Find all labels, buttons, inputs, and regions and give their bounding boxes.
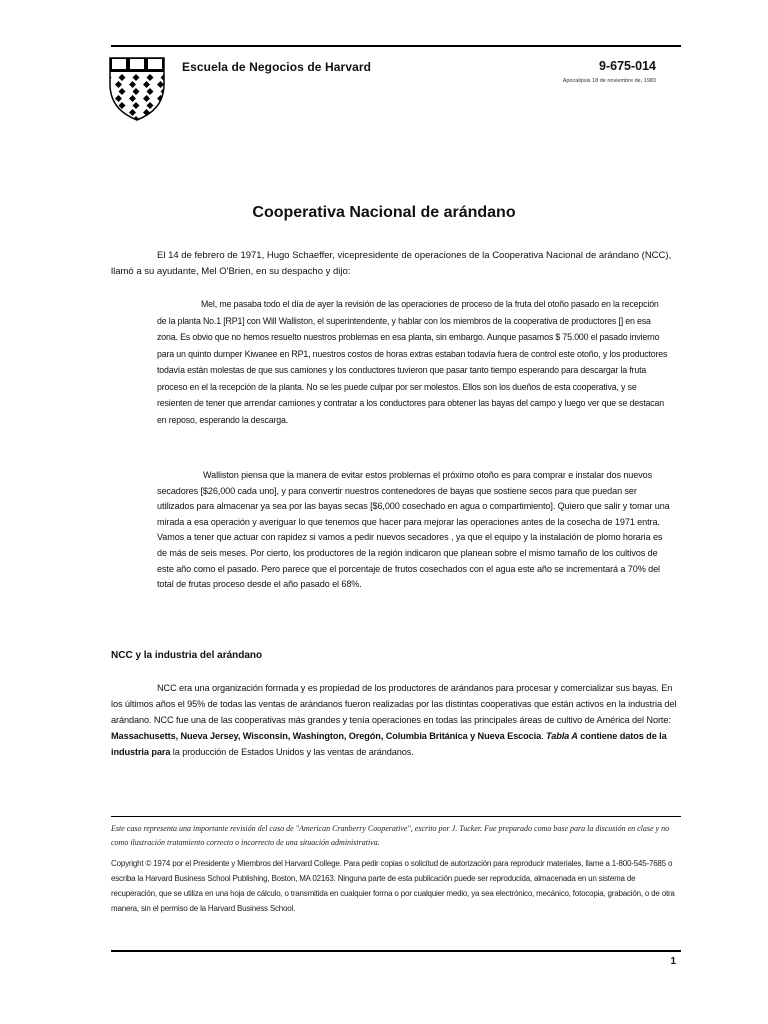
harvard-shield-logo [108,56,166,122]
body-paragraph [111,680,683,760]
body-text-1: NCC era una organización formada y es propiedad de los productores de arándanos para procesar y comercializar sus bayas. En los últimos años el 95% de todas las ventas de arándanos fueron realizadas por las distintas cooperativas que están activos en la industria del arándano. NCC fue una de las cooperativas más grandes y tenía operaciones en todas las principales áreas de cultivo de América del Norte: [111,683,677,725]
shield-lattice-diamond [147,116,154,122]
header-rule [111,45,681,47]
case-number: 9-675-014 [599,59,656,73]
revision-date: Apocalipsis 18 de noviembre de, 1983 [562,78,656,84]
footer-rule [111,950,681,952]
table-reference[interactable]: Tabla A [546,731,578,741]
shield-lattice-diamond [157,109,164,116]
quote-paragraph-2 [157,468,671,593]
page-number: 1 [670,956,676,967]
shield-lattice-diamond [161,116,167,122]
body-bold-regions: Massachusetts, Nueva Jersey, Wisconsin, Washington, Oregón, Columbia Británica y Nueva Escocia [111,731,542,741]
body-text-3: la producción de Estados Unidos y las ventas de arándanos. [170,747,414,757]
shield-lattice-diamond [108,102,112,109]
school-name: Escuela de Negocios de Harvard [182,60,372,74]
quote-paragraph [157,296,669,428]
shield-lattice-diamond [119,116,126,122]
intro-text: El 14 de febrero de 1971, Hugo Schaeffer, vicepresidente de operaciones de la Cooperativa Nacional de arándano (NCC), llamó a su ayudante, Mel O'Brien, en su despacho y dijo: [111,250,672,277]
footnote: Este caso representa una importante revisión del caso de "American Cranberry Cooperative", escrito por J. Tucker. Fue preparado como base para la discusión en clase y no como ilustración tratamiento correcto o incorrecto de una situación administrativa. [111,824,670,847]
copyright-notice: Copyright © 1974 por el Presidente y Miembros del Harvard College. Para pedir copias o solicitud de autorización para reproducir materiales, llame a 1-800-545-7685 o escriba la Harvard Business School Publishing, Boston, MA 02163. Ninguna parte de esta publicación puede ser reproducida, almacenada en un sistema de recuperación, que se utiliza en una hoja de cálculo, o transmitida en cualquier forma o por cualquier medio, ya sea electrónico, mecánico, fotocopia, grabación, o de otra manera, sin el permiso de la Harvard Business School. [111,859,675,913]
body-bold-tail: contiene datos de la industria para [111,731,667,757]
intro-paragraph [111,248,683,280]
body-text-2: . [541,731,547,741]
section-heading: NCC y la industria del arándano [111,650,263,661]
shield-lattice-diamond [108,116,112,122]
quote2-text: Walliston piensa que la manera de evitar estos problemas el próximo otoño es para comprar e instalar dos nuevos secadores [$26,000 cada uno], y para convertir nuestros contenedores de bayas que sostiene secos para que puedan ser utilizados para almacenar ya sea por las bayas secas [$6,000 cosechado en agua o compartimiento]. Quiero que salir y tomar una mirada a esa operación y averiguar lo que tenemos que hacer para mejorar las operaciones antes de la cosecha de 1971 entra. Vamos a tener que actuar con rapidez si vamos a pedir nuevos secadores , ya que el equipo y la instalación de plomo horaria es de más de seis meses. Por cierto, los productores de la región indicaron que planean sobre el mismo tamaño de los cultivos de este año como el pasado. Pero parece que el porcentaje de frutos cosechados con el agua este año se incrementará a 70% del total de frutas proceso desde el año pasado el 68%. [157,470,670,590]
case-title: Cooperativa Nacional de arándano [252,204,516,221]
quote-text: Mel, me pasaba todo el día de ayer la revisión de las operaciones de proceso de la fruta del otoño pasado en la recepción de la planta No.1 [RP1] con Will Walliston, el superintendente, y hablar con los miembros de la cooperativa de productores [] en esa zona. Es obvio que no hemos resuelto nuestros problemas en esa planta, sin embargo. Aunque pasamos $ 75.000 el pasado invierno para un quinto dumper Kiwanee en RP1, nuestros costos de horas extras estaban todavía fuera de control este otoño, y los productores todavía están molestas de que sus camiones y los conductores tuvieron que pasar tanto tiempo esperando para descargar la fruta proceso en el la recepción de la planta. No se les puede culpar por ser molestos. Ellos son los dueños de esta cooperativa, y se resienten de tener que arrendar camiones y contratar a los conductores para obtener las bayas del campo y luego ver que se destacan en reposo, esperando la descarga. [157,299,668,425]
shield-lattice-diamond [161,102,167,109]
footnote-rule [111,816,681,817]
